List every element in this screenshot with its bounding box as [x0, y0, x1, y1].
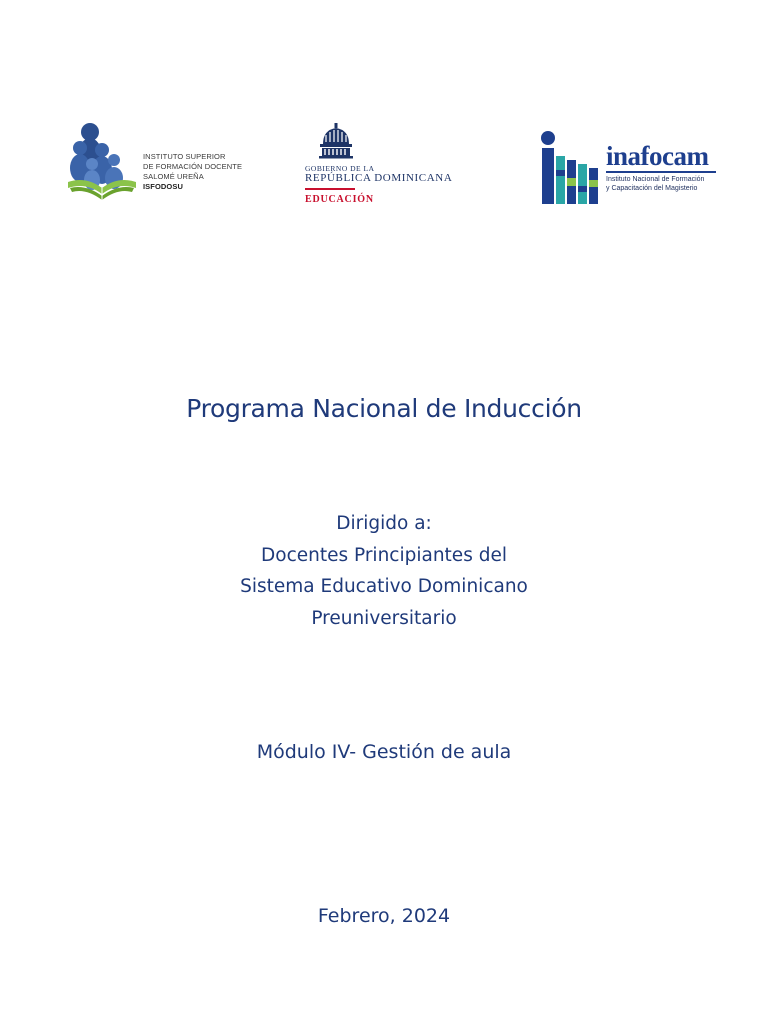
audience-line: Dirigido a:	[336, 513, 432, 534]
logo-strip	[60, 118, 736, 218]
document-date: Febrero, 2024	[317, 905, 451, 927]
inafocam-divider	[606, 171, 716, 173]
inafocam-subtitle-line: Instituto Nacional de Formación	[606, 176, 705, 183]
republica-line: REPÚBLICA DOMINICANA	[305, 172, 453, 184]
module-title: Módulo IV- Gestión de aula	[256, 741, 512, 763]
isfodosu-line: DE FORMACIÓN DOCENTE	[143, 162, 243, 171]
audience-line: Preuniversitario	[311, 607, 457, 629]
inafocam-logo	[536, 126, 732, 210]
inafocam-wordmark: inafocam	[606, 141, 709, 171]
isfodosu-emblem-icon	[66, 122, 140, 206]
inafocam-subtitle-line: y Capacitación del Magisterio	[606, 185, 698, 192]
isfodosu-line: SALOMÉ UREÑA	[143, 172, 204, 181]
document-title: Programa Nacional de Inducción	[186, 394, 582, 423]
audience-line: Docentes Principiantes del	[261, 544, 507, 566]
inafocam-subtitle	[606, 175, 704, 193]
gobierno-line: GOBIERNO DE LA	[305, 164, 375, 173]
audience-line: Sistema Educativo Dominicano	[240, 576, 528, 597]
audience-block	[0, 508, 768, 634]
gobierno-logo	[303, 122, 483, 210]
educacion-line: EDUCACIÓN	[305, 194, 374, 205]
inafocam-bars-icon	[540, 130, 604, 206]
isfodosu-line: INSTITUTO SUPERIOR	[143, 152, 226, 161]
red-divider	[305, 188, 355, 190]
isfodosu-acronym: ISFODOSU	[143, 182, 183, 191]
capitol-dome-icon	[317, 122, 355, 160]
isfodosu-logo	[66, 122, 256, 210]
isfodosu-wordmark	[143, 152, 242, 192]
